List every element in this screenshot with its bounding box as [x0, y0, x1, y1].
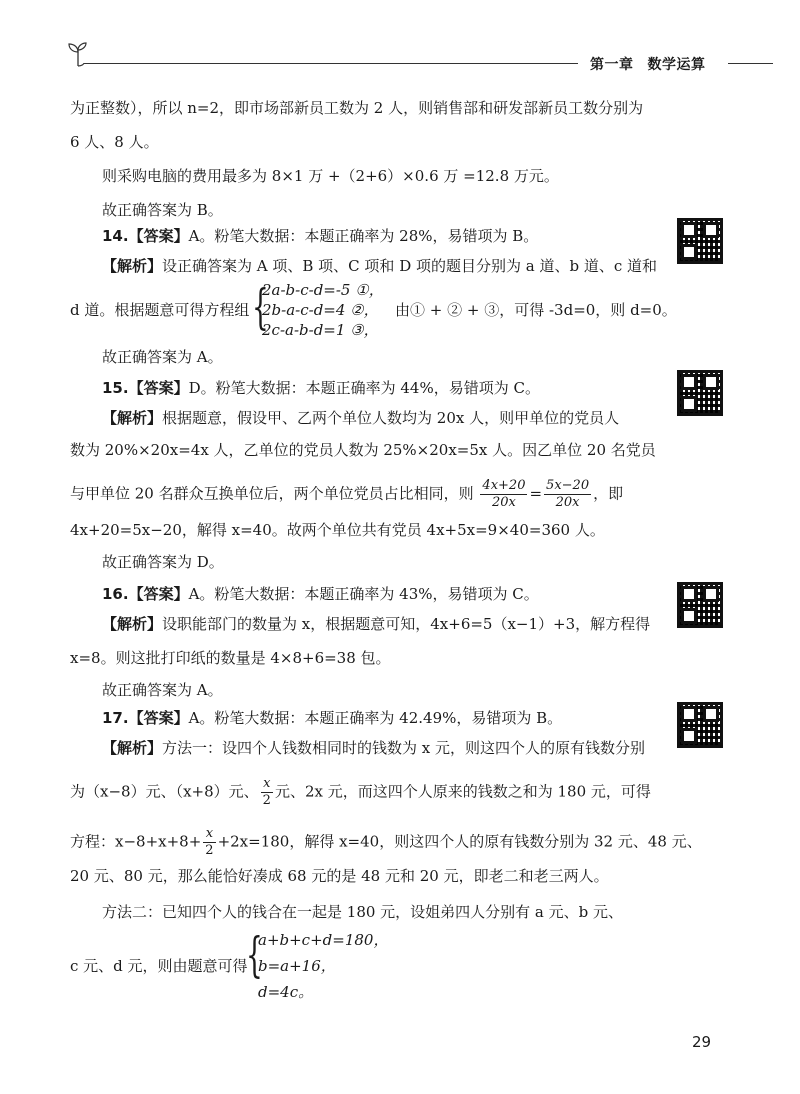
q14-analysis-text: 设正确答案为 A 项、B 项、C 项和 D 项的题目分别为 a 道、b 道、c 道和 [162, 257, 658, 275]
q13-line-2: 6 人、8 人。 [70, 133, 159, 151]
q15-fraction-left-denominator: 20x [492, 495, 516, 510]
q17-fraction-b [203, 826, 215, 859]
q13-conclusion: 故正确答案为 B。 [102, 201, 223, 219]
q17-line-2-end: 元、2x 元，而这四个人原来的钱数之和为 180 元，可得 [274, 782, 651, 801]
header-rule-right [728, 63, 773, 64]
q15-analysis-line-1 [102, 408, 619, 428]
q14-equation-1: 2a-b-c-d=-5 ①， [262, 281, 384, 299]
chapter-number: 第一章 [590, 57, 634, 73]
q14-equation-2: 2b-a-c-d=4 ②， [262, 301, 379, 319]
q17-fraction-a [261, 776, 273, 809]
q17-answer-text: A。粉笔大数据：本题正确率为 42.49%，易错项为 B。 [188, 709, 563, 727]
q17-analysis-line-2 [70, 776, 651, 809]
q17-system-equation-1: a+b+c+d=180， [258, 931, 389, 949]
q15-analysis-line-3 [70, 478, 623, 511]
q17-line-3-text: 方程：x−8+x+8+ [70, 832, 202, 851]
header-rule-left [84, 63, 578, 64]
q17-system-brace: { [246, 927, 263, 983]
q14-answer-text: A。粉笔大数据：本题正确率为 28%，易错项为 B。 [188, 227, 539, 245]
q14-system-brace: { [252, 279, 269, 335]
q15-fraction-left-numerator: 4x+20 [482, 478, 526, 493]
q14-analysis-line-2a: d 道。根据题意可得方程组 [70, 301, 250, 319]
q17-analysis-line-4: 20 元、80 元，那么能恰好凑成 68 元的是 48 元和 20 元，即老二和老三两人。 [70, 867, 609, 885]
q14-analysis-line-2b: 由① + ② + ③，可得 -3d=0，则 d=0。 [395, 301, 677, 319]
q17-fraction-a-numerator: x [261, 776, 273, 793]
q15-line-3-end: ，即 [593, 484, 624, 503]
q15-conclusion: 故正确答案为 D。 [102, 553, 224, 571]
q16-analysis-line-1 [102, 614, 650, 634]
page-number: 29 [692, 1033, 712, 1051]
q14-analysis-tag: 【解析】 [102, 257, 163, 275]
q17-fraction-a-denominator: 2 [262, 793, 271, 808]
qr-code-q15[interactable] [677, 370, 723, 416]
q17-line-3-end: +2x=180，解得 x=40，则这四个人的原有钱数分别为 32 元、48 元、 [217, 832, 702, 851]
q14-analysis-line-1 [102, 256, 657, 276]
chapter-title: 数学运算 [647, 57, 706, 73]
q14-answer [102, 226, 538, 246]
q14-equation-3: 2c-a-b-d=1 ③， [262, 321, 379, 339]
q17-analysis-line-1 [102, 738, 645, 758]
q13-line-3: 则采购电脑的费用最多为 8×1 万 +（2+6）×0.6 万 =12.8 万元。 [102, 167, 559, 185]
q16-answer-text: A。粉笔大数据：本题正确率为 43%，易错项为 C。 [188, 585, 539, 603]
q15-fraction-right-denominator: 20x [555, 495, 580, 510]
q15-fraction-right-numerator: 5x−20 [546, 478, 590, 493]
q17-answer [102, 708, 562, 728]
qr-code-q16[interactable] [677, 582, 723, 628]
q17-answer-tag: 17.【答案】 [102, 709, 189, 727]
q17-method-2-line-1: 方法二：已知四个人的钱合在一起是 180 元，设姐弟四人分别有 a 元、b 元、 [102, 903, 624, 921]
q17-analysis-tag: 【解析】 [102, 739, 163, 757]
q13-line-1: 为正整数），所以 n=2，即市场部新员工数为 2 人，则销售部和研发部新员工数分别为 [70, 99, 644, 117]
q15-line-3-text: 与甲单位 20 名群众互换单位后，两个单位党员占比相同，则 [70, 484, 474, 503]
q14-answer-tag: 14.【答案】 [102, 227, 189, 245]
q16-answer-tag: 16.【答案】 [102, 585, 189, 603]
q15-equals-sign: = [529, 484, 543, 503]
q17-system-equation-2: b=a+16， [258, 957, 336, 975]
q17-fraction-b-denominator: 2 [205, 843, 214, 858]
q16-answer [102, 584, 539, 604]
q17-analysis-line-3 [70, 826, 702, 859]
q15-analysis-tag: 【解析】 [102, 409, 163, 427]
q15-answer-text: D。粉笔大数据：本题正确率为 44%，易错项为 C。 [188, 379, 540, 397]
q15-answer-tag: 15.【答案】 [102, 379, 189, 397]
q15-answer [102, 378, 540, 398]
q16-analysis-line-2: x=8。则这批打印纸的数量是 4×8+6=38 包。 [70, 649, 391, 667]
q16-analysis-tag: 【解析】 [102, 615, 163, 633]
q17-method-2-line-2: c 元、d 元，则由题意可得 [70, 957, 248, 975]
q16-conclusion: 故正确答案为 A。 [102, 681, 223, 699]
q15-analysis-line-4: 4x+20=5x−20，解得 x=40。故两个单位共有党员 4x+5x=9×40=360 人。 [70, 521, 605, 539]
qr-code-q14[interactable] [677, 218, 723, 264]
q15-fraction-right [544, 478, 591, 511]
q17-fraction-b-numerator: x [203, 826, 215, 843]
q17-system-equation-3: d=4c。 [258, 983, 314, 1001]
q14-conclusion: 故正确答案为 A。 [102, 348, 223, 366]
q15-fraction-left [480, 478, 527, 511]
q17-line-2-text: 为（x−8）元、（x+8）元、 [70, 782, 259, 801]
q17-analysis-text: 方法一：设四个人钱数相同时的钱数为 x 元，则这四个人的原有钱数分别 [162, 739, 646, 757]
chapter-heading [590, 54, 706, 74]
q15-analysis-line-2: 数为 20%×20x=4x 人，乙单位的党员人数为 25%×20x=5x 人。因乙单位 20 名党员 [70, 441, 656, 459]
q15-analysis-text: 根据题意，假设甲、乙两个单位人数均为 20x 人，则甲单位的党员人 [162, 409, 620, 427]
qr-code-q17[interactable] [677, 702, 723, 748]
q16-analysis-text: 设职能部门的数量为 x，根据题意可知，4x+6=5（x−1）+3，解方程得 [162, 615, 651, 633]
